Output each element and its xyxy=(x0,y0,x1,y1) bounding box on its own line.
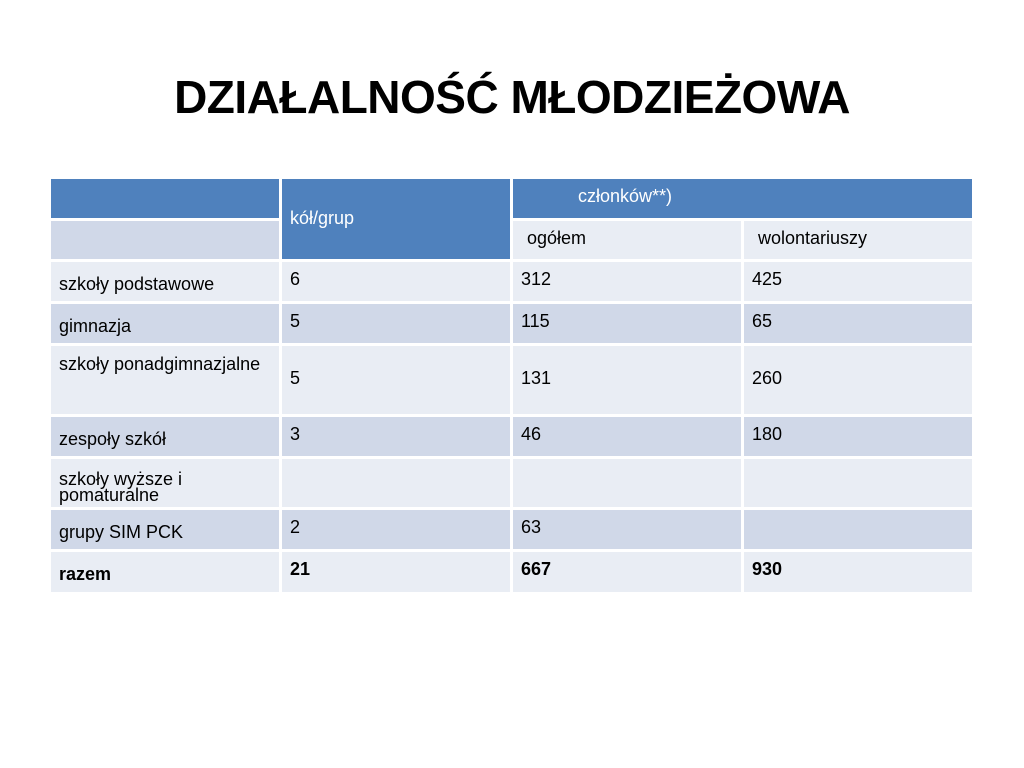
row-ogolem xyxy=(513,459,741,507)
header-empty-cell-2 xyxy=(51,221,279,259)
row-ogolem: 131 xyxy=(513,346,741,414)
row-kol-total: 21 xyxy=(282,552,510,592)
row-label: szkoły podstawowe xyxy=(51,262,279,301)
slide-title: DZIAŁALNOŚĆ MŁODZIEŻOWA xyxy=(174,71,850,123)
row-ogolem: 63 xyxy=(513,510,741,549)
row-label: gimnazja xyxy=(51,304,279,343)
header-wolontariuszy: wolontariuszy xyxy=(744,221,972,259)
header-czlonkow-group: członków**) xyxy=(513,179,972,218)
row-label: zespoły szkół xyxy=(51,417,279,456)
data-table xyxy=(51,179,972,592)
header-empty-cell xyxy=(51,179,279,218)
row-label-total: razem xyxy=(51,552,279,592)
header-ogolem: ogółem xyxy=(513,221,741,259)
row-kol: 6 xyxy=(282,262,510,301)
row-label: grupy SIM PCK xyxy=(51,510,279,549)
row-kol: 3 xyxy=(282,417,510,456)
row-wolontariuszy: 425 xyxy=(744,262,972,301)
row-wolontariuszy xyxy=(744,459,972,507)
row-kol: 2 xyxy=(282,510,510,549)
row-label: szkoły wyższe i pomaturalne xyxy=(51,459,279,507)
row-kol: 5 xyxy=(282,346,510,414)
row-wolontariuszy: 65 xyxy=(744,304,972,343)
row-wolontariuszy-total: 930 xyxy=(744,552,972,592)
row-wolontariuszy: 180 xyxy=(744,417,972,456)
row-wolontariuszy xyxy=(744,510,972,549)
header-kol-grup: kół/grup xyxy=(282,179,510,259)
row-ogolem: 46 xyxy=(513,417,741,456)
row-ogolem: 115 xyxy=(513,304,741,343)
row-label: szkoły ponadgimnazjalne xyxy=(51,346,279,414)
row-ogolem-total: 667 xyxy=(513,552,741,592)
row-wolontariuszy: 260 xyxy=(744,346,972,414)
row-kol: 5 xyxy=(282,304,510,343)
row-ogolem: 312 xyxy=(513,262,741,301)
row-kol xyxy=(282,459,510,507)
